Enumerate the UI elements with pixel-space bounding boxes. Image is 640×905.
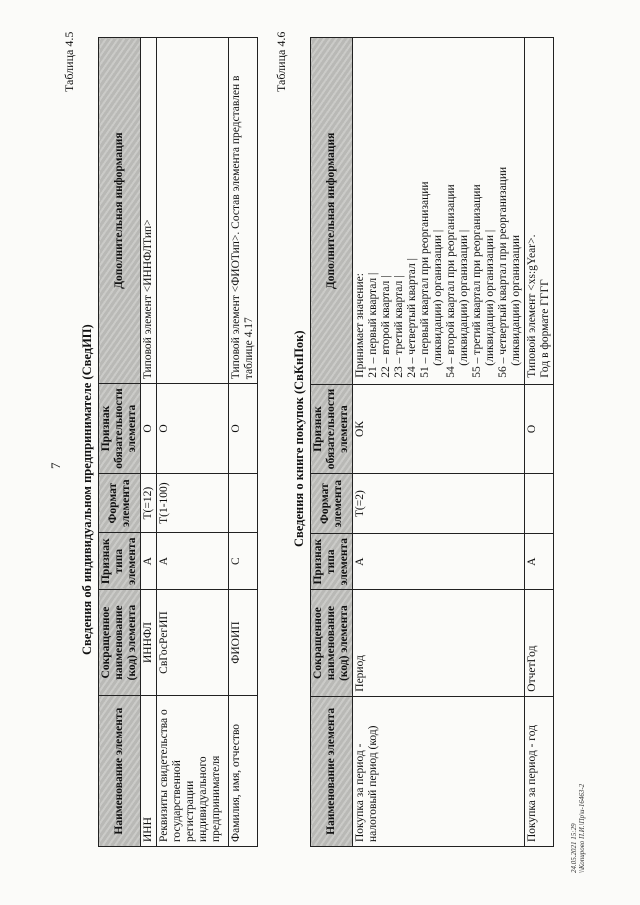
table-row: [157, 38, 229, 847]
table1-header-name: Наименование элемента: [99, 696, 141, 847]
info-line: 23 – третий квартал |: [393, 275, 405, 378]
cell-format: T(=12): [141, 473, 157, 533]
table2-header-format: Формат элемента: [311, 474, 353, 534]
footer-timestamp: 24.05.2021 15:29: [570, 823, 578, 873]
cell-type: А: [141, 533, 157, 589]
info-line: Типовой элемент <xs:gYear>.: [526, 234, 538, 378]
cell-info: [525, 38, 554, 385]
cell-required: О: [157, 384, 229, 474]
cell-type: А: [353, 534, 525, 590]
cell-info: [157, 38, 229, 384]
table2-label: Таблица 4.6: [274, 31, 288, 92]
table2-caption: Сведения о книге покупок (СвКнПок): [292, 330, 306, 547]
info-line: Год в формате ГГГГ: [539, 279, 551, 378]
info-line: 56 – четвертый квартал при реорганизации: [497, 166, 509, 378]
table2-header-code: Сокращенное наименование (код) элемента: [311, 590, 353, 696]
info-line: (ликвидации) организации |: [432, 229, 444, 366]
cell-required: ОК: [353, 384, 525, 474]
table-row: [525, 38, 554, 847]
info-line: 54 – второй квартал при реорганизации: [445, 184, 457, 378]
rotated-content: [40, 27, 600, 877]
info-line: 51 – первый квартал при реорганизации: [419, 181, 431, 378]
cell-required: О: [525, 384, 554, 474]
table-row: [229, 38, 258, 847]
cell-name: Покупка за период - год: [525, 696, 554, 846]
cell-code: ОтчетГод: [525, 590, 554, 696]
table2-header-name: Наименование элемента: [311, 696, 353, 846]
cell-type: А: [157, 533, 229, 589]
footer-path: \\Копирово П.И.\Пр\и-16463-2: [578, 783, 586, 873]
cell-name: ИНН: [141, 696, 157, 847]
cell-name: Фамилия, имя, отчество: [229, 696, 258, 847]
cell-format: T(1-100): [157, 473, 229, 533]
info-line: (ликвидации) организации: [510, 234, 522, 366]
info-line: 24 – четвертый квартал |: [406, 258, 418, 378]
table-row: [353, 38, 525, 847]
table-row: [141, 38, 157, 847]
cell-code: Период: [353, 590, 525, 696]
table1-header-required: Признак обязательности элемента: [99, 384, 141, 474]
cell-format: [525, 474, 554, 534]
cell-info: Типовой элемент <ФИОТип>. Состав элемента представлен в таблице 4.17: [229, 38, 258, 384]
info-line: (ликвидации) организации |: [458, 229, 470, 366]
info-line: (ликвидации) организации |: [484, 229, 496, 366]
table2-header-required: Признак обязательности элемента: [311, 384, 353, 474]
info-line: 21 – первый квартал |: [367, 272, 379, 378]
cell-required: О: [141, 384, 157, 474]
cell-type: А: [525, 534, 554, 590]
table-svknpok: [310, 37, 554, 847]
page-number: 7: [48, 462, 63, 469]
cell-type: С: [229, 533, 258, 589]
cell-format: [229, 473, 258, 533]
table1-header-code: Сокращенное наименование (код) элемента: [99, 589, 141, 695]
table1-label: Таблица 4.5: [62, 31, 76, 92]
cell-name: Реквизиты свидетельства о государственной регистрации индивидуального предпринимателя: [157, 696, 229, 847]
table1-caption: Сведения об индивидуальном предпринимателе (СведИП): [80, 324, 94, 655]
table2-header-type: Признак типа элемента: [311, 534, 353, 590]
cell-code: СвГосРегИП: [157, 589, 229, 695]
cell-required: О: [229, 384, 258, 474]
cell-format: T(=2): [353, 474, 525, 534]
table1-header-row: [99, 38, 141, 847]
cell-info: [353, 38, 525, 385]
cell-code: ФИОИП: [229, 589, 258, 695]
table1-header-format: Формат элемента: [99, 473, 141, 533]
table2-header-row: [311, 38, 353, 847]
table-svedip: [98, 37, 258, 847]
table1-header-info: Дополнительная информация: [99, 38, 141, 384]
table2-header-info: Дополнительная информация: [311, 38, 353, 385]
cell-name: Покупка за период - налоговый период (код): [353, 696, 525, 846]
table1-header-type: Признак типа элемента: [99, 533, 141, 589]
info-line: 22 – второй квартал |: [380, 275, 392, 378]
info-line: Принимает значение:: [354, 273, 366, 378]
cell-info: Типовой элемент <ИННФЛТип>: [141, 38, 157, 384]
cell-code: ИННФЛ: [141, 589, 157, 695]
print-footer: [570, 784, 586, 873]
info-line: 55 – третий квартал при реорганизации: [471, 184, 483, 378]
